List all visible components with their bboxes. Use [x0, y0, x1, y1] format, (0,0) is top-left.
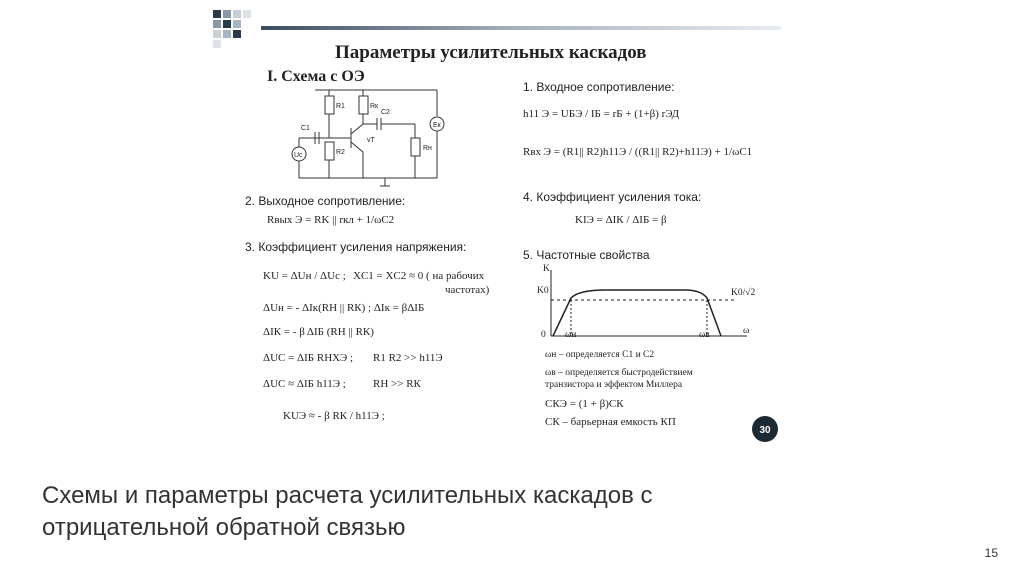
formula-r1r2: R1 R2 >> h11Э: [373, 352, 443, 364]
graph-k-label: K: [543, 264, 550, 274]
formula-xc: XC1 = XC2 ≈ 0 ( на рабочих: [353, 270, 485, 282]
svg-text:C2: C2: [381, 109, 390, 116]
section-2-heading: 2. Выходное сопротивление:: [245, 194, 406, 208]
section-1-heading: 1. Входное сопротивление:: [523, 80, 675, 94]
graph-k0-label: K0: [537, 286, 549, 296]
formula-delta-ik: ΔIК = - β ΔIБ (RН || RК): [263, 326, 374, 338]
slide-caption: Схемы и параметры расчета усилительных каскадов с отрицательной обратной связью: [42, 482, 653, 541]
section-5-heading: 5. Частотные свойства: [523, 248, 650, 262]
slide-subtitle: I. Схема с ОЭ: [267, 68, 365, 85]
graph-wv-label: ωв: [699, 330, 710, 340]
graph-kb-label: K0/√2: [731, 288, 756, 298]
svg-text:C1: C1: [301, 125, 310, 132]
svg-text:R1: R1: [336, 103, 345, 110]
slide-title: Параметры усилительных каскадов: [335, 42, 647, 63]
slide-image: [205, 8, 785, 440]
formula-kue: KUЭ ≈ - β RК / h11Э ;: [283, 410, 385, 422]
section-4-heading: 4. Коэффициент усиления тока:: [523, 190, 702, 204]
formula-delta-un: ΔUн = - ΔIк(RН || RК) ; ΔIк = βΔIБ: [263, 302, 425, 314]
formula-ck: CК – барьерная емкость КП: [545, 416, 676, 428]
graph-wn-label: ωн: [565, 330, 577, 340]
formula-ku: KU = ΔUн / ΔUc ;: [263, 270, 346, 282]
title-underline: [261, 26, 781, 30]
amplifier-circuit-diagram: [285, 78, 450, 193]
svg-text:Rн: Rн: [423, 145, 432, 152]
formula-delta-uc: ΔUС = ΔIБ RНХЭ ;: [263, 352, 354, 364]
formula-rh-rk: RН >> RК: [373, 378, 421, 390]
note-wn: ωн – определяется C1 и C2: [545, 350, 655, 360]
page-number: 15: [984, 546, 998, 560]
formula-delta-uc-approx: ΔUС ≈ ΔIБ h11Э ;: [263, 378, 346, 390]
note-wv-2: транзистора и эффектом Миллера: [545, 380, 683, 390]
formula-h11: h11 Э = UБЭ / IБ = rБ + (1+β) rЭД: [523, 108, 680, 120]
formula-ki: KIЭ = ΔIК / ΔIБ = β: [575, 214, 667, 226]
svg-text:Uc: Uc: [294, 152, 303, 159]
svg-text:Eк: Eк: [433, 122, 441, 129]
note-wv-1: ωв – определяется быстродействием: [545, 368, 693, 378]
decorative-squares: [213, 10, 273, 50]
svg-text:vT: vT: [367, 137, 375, 144]
formula-rvx: Rвх Э = (R1|| R2)h11Э / ((R1|| R2)+h11Э) + 1/ωC1: [523, 146, 753, 158]
svg-text:R2: R2: [336, 149, 345, 156]
section-3-heading: 3. Коэффициент усиления напряжения:: [245, 240, 467, 254]
formula-xc-note: частотах): [445, 284, 490, 296]
graph-zero-label: 0: [541, 330, 546, 340]
slide-number-badge: 30: [752, 416, 778, 442]
formula-cke: CКЭ = (1 + β)CК: [545, 398, 624, 410]
graph-w-label: ω: [743, 326, 750, 336]
svg-text:Rк: Rк: [370, 103, 379, 110]
formula-output-resistance: Rвых Э = RK || rкл + 1/ωC2: [267, 214, 395, 226]
